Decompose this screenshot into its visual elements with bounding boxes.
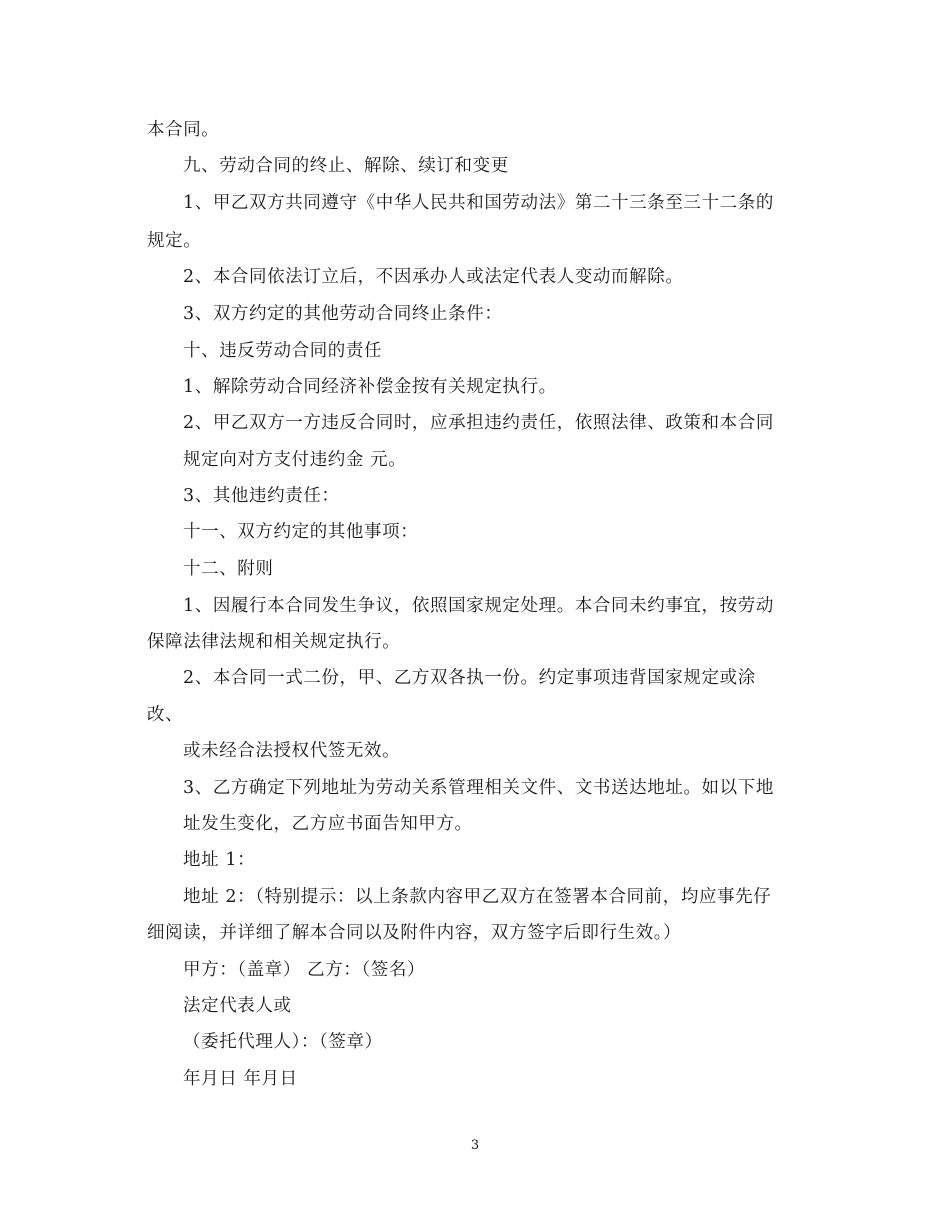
- text-line: 本合同。: [147, 120, 220, 140]
- text-line: 保障法律法规和相关规定执行。: [147, 632, 401, 652]
- text-line: 1、解除劳动合同经济补偿金按有关规定执行。: [183, 377, 557, 397]
- address-1: 地址 1：: [183, 850, 256, 870]
- text-line: 规定。: [147, 231, 202, 251]
- page-number: 3: [470, 1138, 480, 1153]
- text-line: 1、甲乙双方共同遵守《中华人民共和国劳动法》第二十三条至三十二条的: [183, 193, 774, 213]
- text-line: 改、: [147, 705, 184, 725]
- section-heading-12: 十二、附则: [183, 559, 274, 579]
- text-line: 3、其他违约责任：: [183, 486, 340, 506]
- text-line: 址发生变化，乙方应书面告知甲方。: [183, 814, 473, 834]
- address-2: 地址 2：（特别提示：以上条款内容甲乙双方在签署本合同前，均应事先仔: [183, 887, 772, 907]
- signature-parties: 甲方：（盖章） 乙方：（签名）: [183, 960, 426, 980]
- section-heading-11: 十一、双方约定的其他事项：: [183, 522, 419, 542]
- section-heading-9: 九、劳动合同的终止、解除、续订和变更: [183, 156, 509, 176]
- text-line: 或未经合法授权代签无效。: [183, 741, 401, 761]
- text-line: 规定向对方支付违约金 元。: [183, 450, 407, 470]
- text-line: 细阅读，并详细了解本合同以及附件内容，双方签字后即行生效。）: [147, 923, 682, 943]
- text-line: 2、本合同依法订立后，不因承办人或法定代表人变动而解除。: [183, 267, 684, 287]
- text-line: 1、因履行本合同发生争议，依照国家规定处理。本合同未约事宜，按劳动: [183, 596, 774, 616]
- text-line: 3、双方约定的其他劳动合同终止条件：: [183, 304, 503, 324]
- section-heading-10: 十、违反劳动合同的责任: [183, 341, 383, 361]
- text-line: 2、本合同一式二份，甲、乙方双各执一份。约定事项违背国家规定或涂: [183, 668, 756, 688]
- legal-representative: 法定代表人或: [183, 996, 292, 1016]
- signature-dates: 年月日 年月日: [183, 1069, 298, 1089]
- text-line: 3、乙方确定下列地址为劳动关系管理相关文件、文书送达地址。如以下地: [183, 778, 774, 798]
- text-line: 2、甲乙双方一方违反合同时，应承担违约责任，依照法律、政策和本合同: [183, 413, 774, 433]
- authorized-agent: （委托代理人）：（签章）: [183, 1032, 383, 1052]
